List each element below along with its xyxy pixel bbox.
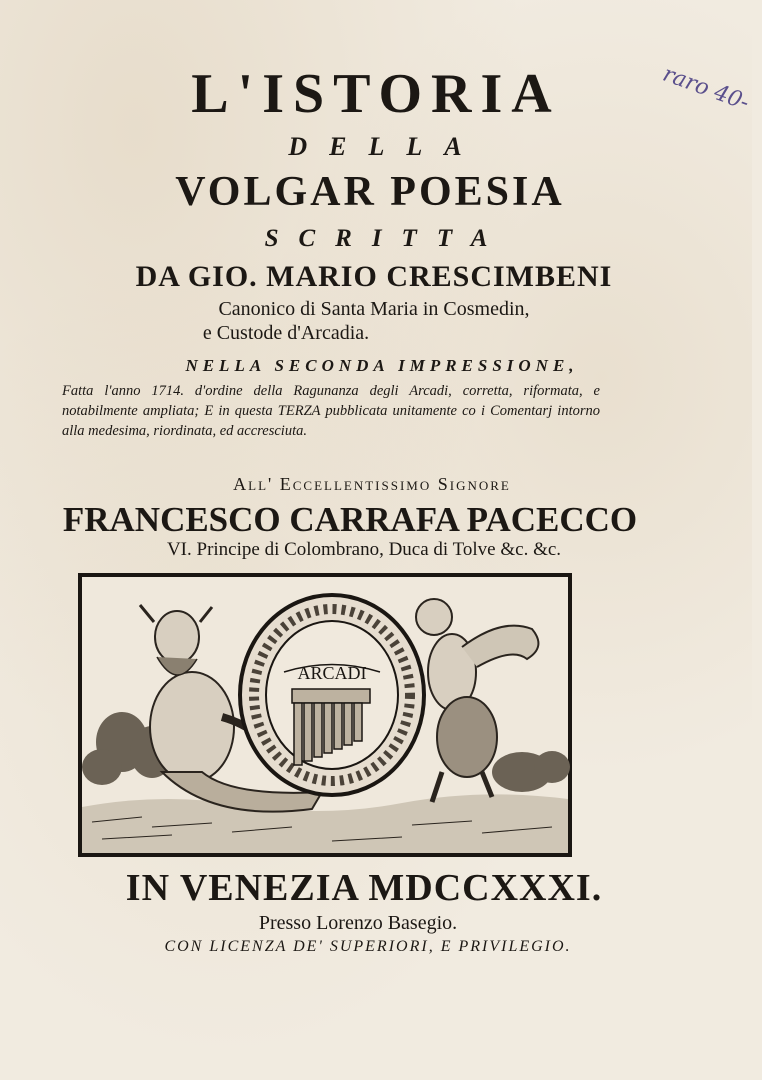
imprint-license: CON LICENZA DE' SUPERIORI, E PRIVILEGIO. [164, 938, 572, 955]
title-line-3: VOLGAR POESIA [175, 169, 565, 215]
pencil-annotation [630, 48, 753, 168]
arcadi-medallion [240, 595, 424, 795]
author-title-line-1: Canonico di Santa Maria in Cosmedin, [218, 298, 530, 320]
dedicatee-name: FRANCESCO CARRAFA PACECCO [62, 500, 638, 539]
title-line-1: L'ISTORIA [191, 63, 561, 125]
bushes-right [492, 751, 570, 792]
author-line: DA GIO. MARIO CRESCIMBENI [135, 260, 613, 293]
author-title-line-2: e Custode d'Arcadia. [202, 322, 370, 344]
edition-heading: NELLA SECONDA IMPRESSIONE, [185, 356, 579, 375]
imprint-printer: Presso Lorenzo Basegio. [258, 912, 458, 934]
imprint-place: IN VENEZIA MDCCXXXI. [125, 867, 603, 909]
engraving-illustration [82, 577, 568, 853]
arcadia-engraving [78, 573, 572, 857]
handwritten-text: raro 40- [659, 61, 753, 116]
ground [82, 794, 568, 853]
title-line-2: DELLA [288, 132, 484, 161]
title-line-4: SCRITTA [264, 225, 508, 252]
dedicatee-titles: VI. Principe di Colombrano, Duca di Tolve &c. &c. [166, 539, 562, 560]
edition-paragraph: Fatta l'anno 1714. d'ordine della Ragunanza degli Arcadi, corretta, riformata, e notabilmente ampliata; E in questa TERZA pubblicata unitamente co i Comentarj intorno alla medesima, riordinata, ed accresciuta. [62, 383, 600, 439]
handwritten-pencil-note [630, 48, 753, 168]
medallion-label: ARCADI [297, 663, 367, 683]
dedication-line: All' Eccellentissimo Signore [233, 474, 511, 494]
